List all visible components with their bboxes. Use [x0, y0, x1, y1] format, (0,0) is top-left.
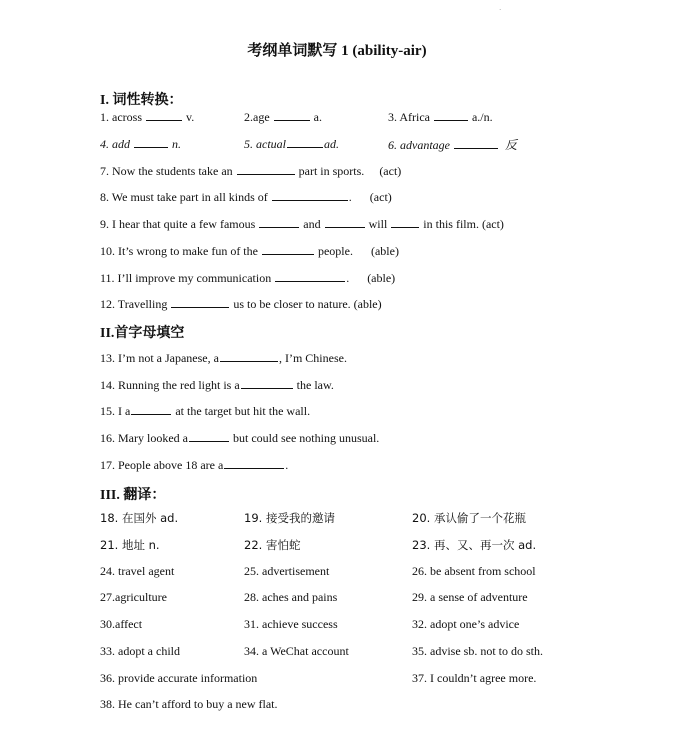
translation-item-35: 35. advise sb. not to do sth. — [412, 644, 543, 658]
question-9: 9. I hear that quite a few famous and will in this film. (act) — [100, 217, 504, 231]
item-1: 1. across v. — [100, 110, 195, 124]
translation-item-28: 28. aches and pains — [244, 590, 338, 604]
item-4: 4. add n. — [100, 137, 181, 151]
section-3-heading: III. 翻译： — [100, 488, 166, 503]
question-16: 16. Mary looked a but could see nothing unusual. — [100, 431, 380, 445]
question-15: 15. I a at the target but hit the wall. — [100, 404, 311, 418]
translation-item-19: 19. 接受我的邀请 — [244, 511, 335, 525]
question-12: 12. Travelling us to be closer to nature. (able) — [100, 297, 382, 311]
translation-item-18: 18. 在国外 ad. — [100, 511, 179, 525]
translation-item-20: 20. 承认偷了一个花瓶 — [412, 511, 526, 525]
translation-item-37: 37. I couldn’t agree more. — [412, 671, 537, 685]
translation-item-27: 27.agriculture — [100, 590, 167, 604]
decorative-dot: · — [499, 6, 502, 14]
translation-item-21: 21. 地址 n. — [100, 538, 160, 552]
translation-item-33: 33. adopt a child — [100, 644, 180, 658]
section-1-heading: I. 词性转换： — [100, 93, 183, 108]
question-7: 7. Now the students take an part in sports. (act) — [100, 164, 402, 178]
translation-item-25: 25. advertisement — [244, 564, 330, 578]
translation-item-31: 31. achieve success — [244, 617, 338, 631]
question-8: 8. We must take part in all kinds of . (act) — [100, 190, 392, 204]
translation-item-34: 34. a WeChat account — [244, 644, 349, 658]
question-14: 14. Running the red light is a the law. — [100, 378, 334, 392]
translation-item-23: 23. 再、又、再一次 ad. — [412, 538, 537, 552]
translation-item-29: 29. a sense of adventure — [412, 590, 528, 604]
page-title: 考纲单词默写 1 (ability-air) — [247, 43, 427, 59]
item-5: 5. actual ad. — [244, 137, 339, 151]
translation-item-26: 26. be absent from school — [412, 564, 536, 578]
section-2-heading: II.首字母填空 — [100, 326, 185, 341]
question-11: 11. I’ll improve my communication . (able) — [100, 271, 396, 285]
question-13: 13. I’m not a Japanese, a , I’m Chinese. — [100, 351, 347, 365]
translation-item-22: 22. 害怕蛇 — [244, 538, 301, 552]
item-6: 6. advantage 反 — [388, 138, 518, 152]
question-10: 10. It’s wrong to make fun of the people. (able) — [100, 244, 399, 258]
translation-item-38: 38. He can’t afford to buy a new flat. — [100, 697, 278, 711]
translation-item-32: 32. adopt one’s advice — [412, 617, 520, 631]
item-2: 2.age a. — [244, 110, 322, 124]
translation-item-36: 36. provide accurate information — [100, 671, 258, 685]
translation-item-24: 24. travel agent — [100, 564, 175, 578]
question-17: 17. People above 18 are a . — [100, 458, 289, 472]
item-3: 3. Africa a./n. — [388, 110, 493, 124]
translation-item-30: 30.affect — [100, 617, 143, 631]
